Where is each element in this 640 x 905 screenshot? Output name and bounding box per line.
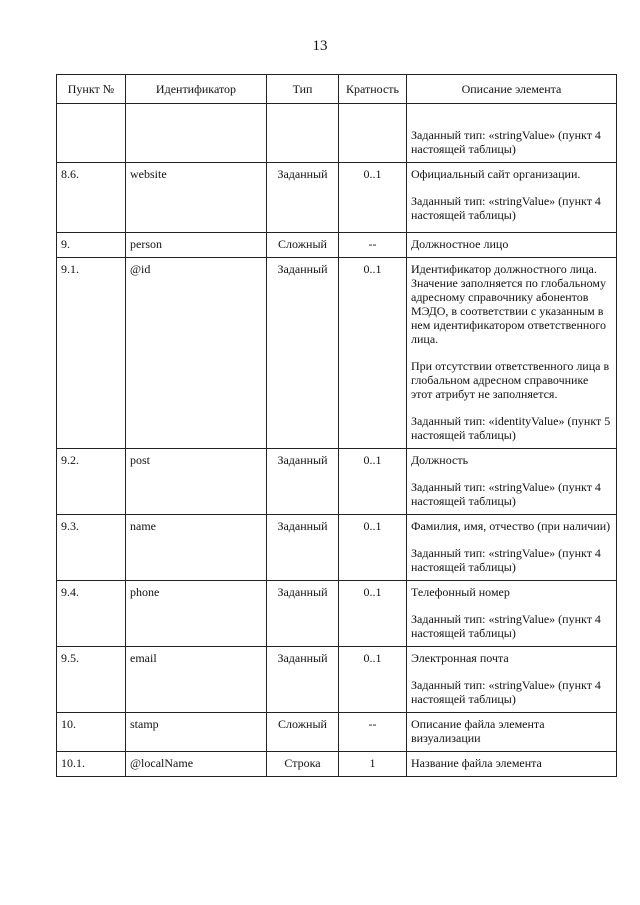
description-paragraph: Название файла элемента (411, 756, 542, 770)
row-number: 9.2. (57, 449, 126, 515)
table-row (57, 647, 617, 713)
row-number: 9.3. (57, 515, 126, 581)
row-number: 9.4. (57, 581, 126, 647)
table-row (57, 713, 617, 752)
row-type (267, 104, 339, 163)
header-identifier: Идентификатор (126, 75, 267, 104)
page-number: 13 (312, 38, 328, 54)
row-type: Заданный (267, 515, 339, 581)
row-multiplicity: 0..1 (339, 163, 407, 233)
row-multiplicity: 0..1 (339, 647, 407, 713)
row-number: 8.6. (57, 163, 126, 233)
description-paragraph: Заданный тип: «stringValue» (пункт 4 настоящей таблицы) (411, 194, 601, 222)
row-description (407, 752, 617, 777)
row-identifier: @id (126, 258, 267, 449)
row-number (57, 104, 126, 163)
description-paragraph: Электронная почта (411, 651, 509, 665)
row-multiplicity: 0..1 (339, 258, 407, 449)
description-paragraph: Должность (411, 453, 469, 467)
description-paragraph: Заданный тип: «identityValue» (пункт 5 настоящей таблицы) (411, 414, 611, 442)
table-row (57, 581, 617, 647)
description-paragraph: Идентификатор должностного лица. Значение заполняется по глобальному адресному справочнику абонентов МЭДО, в соответствии с указанным в нем идентификатором ответственного лица. (411, 262, 606, 346)
table-row (57, 163, 617, 233)
row-identifier: email (126, 647, 267, 713)
row-multiplicity: 0..1 (339, 515, 407, 581)
description-paragraph: Заданный тип: «stringValue» (пункт 4 настоящей таблицы) (411, 678, 601, 706)
row-number: 9.5. (57, 647, 126, 713)
table-row (57, 104, 617, 163)
row-identifier: name (126, 515, 267, 581)
row-identifier: post (126, 449, 267, 515)
description-paragraph: Заданный тип: «stringValue» (пункт 4 настоящей таблицы) (411, 480, 601, 508)
description-paragraph: Должностное лицо (411, 237, 509, 251)
description-paragraph: Заданный тип: «stringValue» (пункт 4 настоящей таблицы) (411, 612, 601, 640)
header-multiplicity: Кратность (339, 75, 407, 104)
row-description (407, 258, 617, 449)
row-description (407, 581, 617, 647)
description-paragraph: Заданный тип: «stringValue» (пункт 4 настоящей таблицы) (411, 128, 601, 156)
description-paragraph: Фамилия, имя, отчество (при наличии) (411, 519, 611, 533)
table-row (57, 752, 617, 777)
header-type: Тип (267, 75, 339, 104)
row-multiplicity (339, 104, 407, 163)
row-number: 10. (57, 713, 126, 752)
row-identifier: phone (126, 581, 267, 647)
table-row (57, 233, 617, 258)
row-identifier: person (126, 233, 267, 258)
row-multiplicity: 0..1 (339, 449, 407, 515)
row-multiplicity: -- (339, 233, 407, 258)
row-identifier: stamp (126, 713, 267, 752)
table-row (57, 449, 617, 515)
row-type: Заданный (267, 449, 339, 515)
row-description (407, 647, 617, 713)
table-header-row (57, 75, 617, 104)
description-paragraph: Телефонный номер (411, 585, 510, 599)
row-multiplicity: 1 (339, 752, 407, 777)
description-paragraph: Описание файла элемента визуализации (411, 717, 545, 745)
row-description (407, 449, 617, 515)
header-item-number: Пункт № (57, 75, 126, 104)
row-type: Заданный (267, 163, 339, 233)
row-identifier: website (126, 163, 267, 233)
row-number: 9. (57, 233, 126, 258)
description-paragraph: Заданный тип: «stringValue» (пункт 4 настоящей таблицы) (411, 546, 601, 574)
row-type: Заданный (267, 258, 339, 449)
row-type: Сложный (267, 233, 339, 258)
row-identifier (126, 104, 267, 163)
table-row (57, 258, 617, 449)
header-description: Описание элемента (407, 75, 617, 104)
row-description (407, 713, 617, 752)
row-description (407, 515, 617, 581)
row-number: 10.1. (57, 752, 126, 777)
row-multiplicity: -- (339, 713, 407, 752)
table-row (57, 515, 617, 581)
description-paragraph: При отсутствии ответственного лица в глобальном адресном справочнике этот атрибут не заполняется. (411, 359, 610, 401)
row-multiplicity: 0..1 (339, 581, 407, 647)
description-paragraph: Официальный сайт организации. (411, 167, 581, 181)
row-type: Заданный (267, 647, 339, 713)
row-type: Заданный (267, 581, 339, 647)
row-number: 9.1. (57, 258, 126, 449)
row-type: Строка (267, 752, 339, 777)
row-description (407, 104, 617, 163)
row-identifier: @localName (126, 752, 267, 777)
spec-table (56, 74, 617, 777)
row-description (407, 233, 617, 258)
row-description (407, 163, 617, 233)
row-type: Сложный (267, 713, 339, 752)
